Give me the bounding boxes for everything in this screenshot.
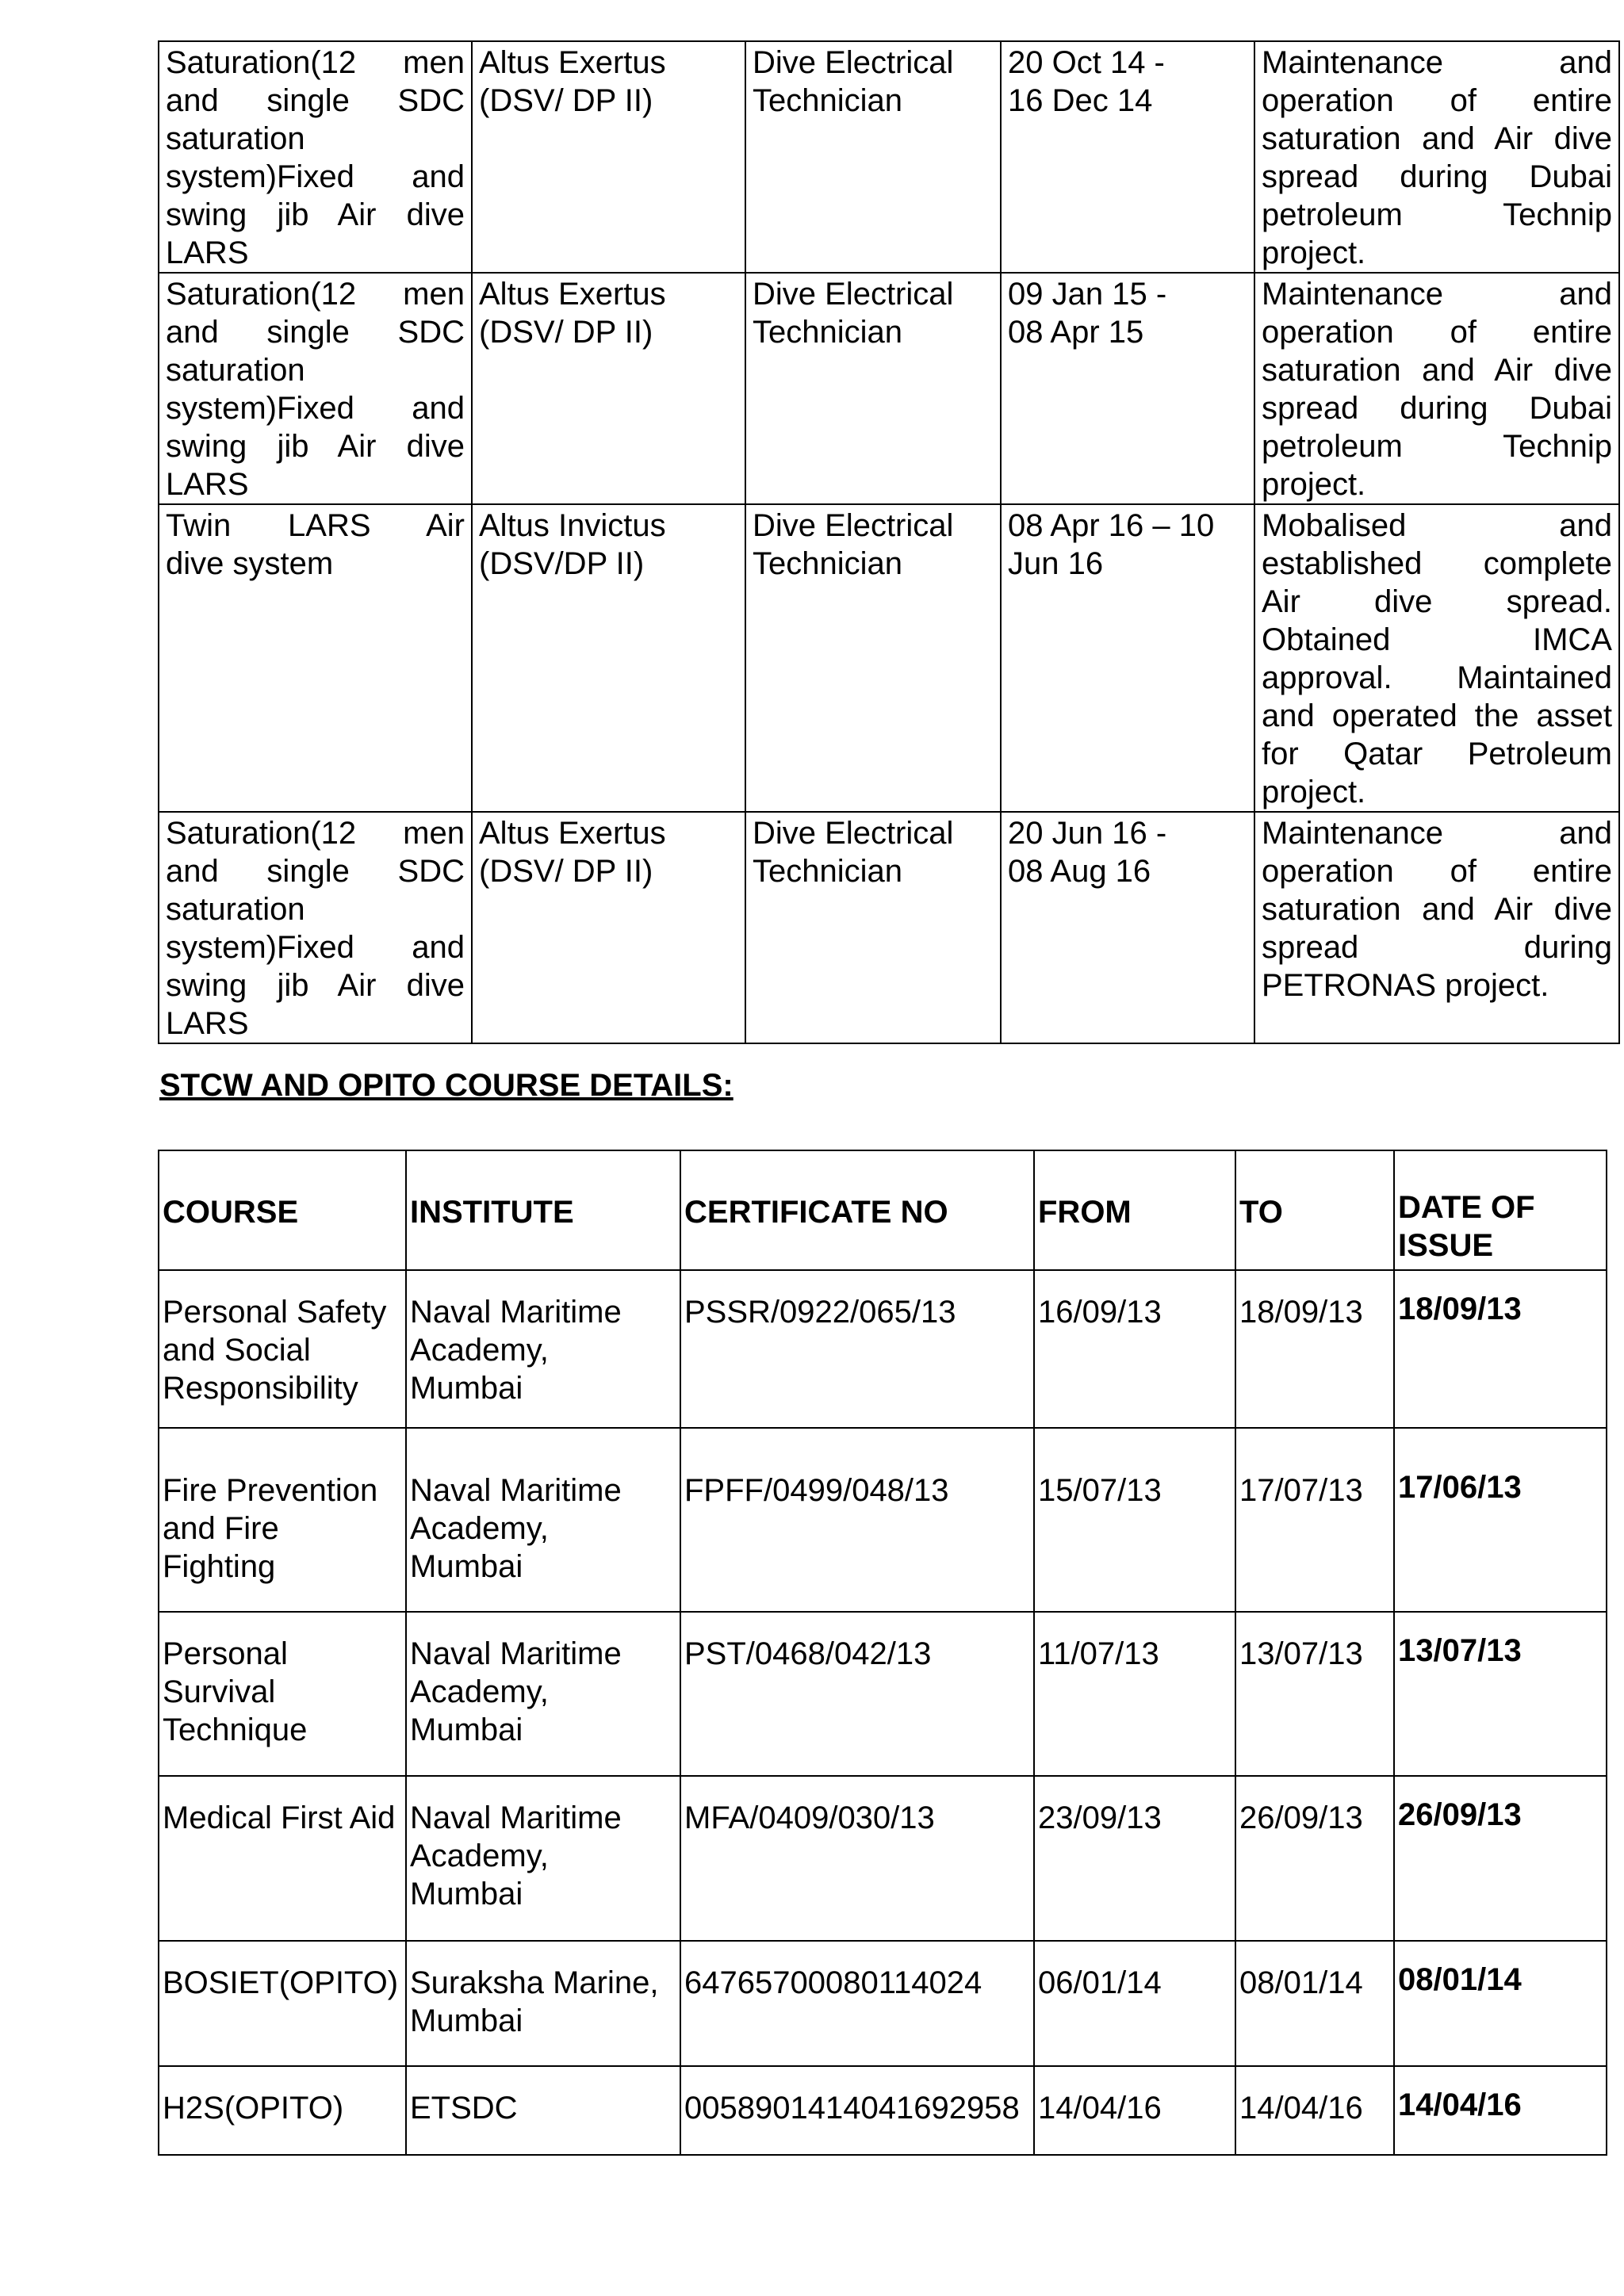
period-cell — [1001, 41, 1254, 273]
from-date-cell: 06/01/14 — [1034, 1941, 1235, 2066]
from-date-cell: 15/07/13 — [1034, 1428, 1235, 1612]
issue-date-cell: 17/06/13 — [1394, 1428, 1607, 1612]
text-line: Altus Exertus — [479, 277, 666, 312]
text-line: system)Fixed and — [166, 930, 465, 965]
vessel-cell — [472, 812, 745, 1043]
text-line: (DSV/ DP II) — [479, 83, 653, 118]
text-line: LARS — [166, 235, 249, 270]
text-line: Mumbai — [410, 1371, 523, 1406]
text-line: 16 Dec 14 — [1008, 83, 1153, 118]
to-date-cell: 13/07/13 — [1235, 1612, 1394, 1776]
text-line: LARS — [166, 467, 249, 502]
text-line: swing jib Air dive — [166, 429, 465, 464]
experience-row — [159, 273, 1619, 504]
text-line: Academy, — [410, 1674, 549, 1709]
text-line: 08 Aug 16 — [1008, 854, 1151, 889]
vessel-cell — [472, 273, 745, 504]
institute-cell — [406, 1776, 680, 1941]
period-cell — [1001, 504, 1254, 812]
course-table — [158, 1150, 1607, 2156]
text-line: Responsibility — [163, 1371, 358, 1406]
period-cell — [1001, 273, 1254, 504]
course-cell — [159, 1270, 406, 1428]
duties-cell — [1254, 273, 1619, 504]
text-line: Mumbai — [410, 1877, 523, 1911]
text-line: dive system — [166, 546, 334, 581]
table-row — [159, 1941, 1607, 2066]
period-cell — [1001, 812, 1254, 1043]
text-line: system)Fixed and — [166, 391, 465, 426]
text-line: Mumbai — [410, 1549, 523, 1584]
text-line: saturation — [166, 892, 305, 927]
text-line: spread during Dubai — [1262, 391, 1612, 426]
text-line: saturation and Air dive — [1262, 353, 1612, 388]
duties-cell — [1254, 504, 1619, 812]
certificate-cell: PST/0468/042/13 — [680, 1612, 1034, 1776]
to-date-cell: 17/07/13 — [1235, 1428, 1394, 1612]
text-line: Academy, — [410, 1511, 549, 1546]
text-line: Medical First Aid — [163, 1800, 396, 1835]
institute-cell — [406, 1270, 680, 1428]
table-row — [159, 1428, 1607, 1612]
text-line: Mumbai — [410, 1712, 523, 1747]
text-line: Academy, — [410, 1333, 549, 1368]
experience-row — [159, 504, 1619, 812]
certificate-cell: PSSR/0922/065/13 — [680, 1270, 1034, 1428]
text-line: operation of entire — [1262, 854, 1612, 889]
text-line: Dive Electrical — [753, 45, 954, 80]
from-date-cell: 16/09/13 — [1034, 1270, 1235, 1428]
text-line: established complete — [1262, 546, 1612, 581]
from-date-cell: 23/09/13 — [1034, 1776, 1235, 1941]
certificate-cell — [680, 2066, 1034, 2155]
text-line: Fighting — [163, 1549, 276, 1584]
text-line: operation of entire — [1262, 315, 1612, 350]
text-line: Technique — [163, 1712, 308, 1747]
text-line: petroleum Technip — [1262, 197, 1612, 232]
experience-row — [159, 41, 1619, 273]
text-line: LARS — [166, 1006, 249, 1041]
position-cell — [745, 41, 1001, 273]
text-line: swing jib Air dive — [166, 197, 465, 232]
dive-system-cell — [159, 41, 472, 273]
institute-cell — [406, 1612, 680, 1776]
to-date-cell: 18/09/13 — [1235, 1270, 1394, 1428]
text-line: BOSIET(OPITO) — [163, 1965, 399, 2000]
column-header-to: TO — [1235, 1150, 1394, 1270]
text-line: Maintenance and — [1262, 45, 1612, 80]
position-cell — [745, 273, 1001, 504]
position-cell — [745, 812, 1001, 1043]
text-line: Suraksha Marine, — [410, 1965, 659, 2000]
table-row — [159, 2066, 1607, 2155]
dive-system-cell — [159, 273, 472, 504]
text-line: Fire Prevention — [163, 1473, 378, 1508]
text-line: ISSUE — [1398, 1227, 1494, 1263]
experience-table — [158, 40, 1620, 1044]
text-line: 08 Apr 15 — [1008, 315, 1144, 350]
certificate-cell: MFA/0409/030/13 — [680, 1776, 1034, 1941]
text-line: Altus Invictus — [479, 508, 666, 543]
issue-date-cell: 13/07/13 — [1394, 1612, 1607, 1776]
text-line: 005890141404169295 — [684, 2091, 1002, 2126]
text-line: Academy, — [410, 1839, 549, 1873]
text-line: DATE OF — [1398, 1189, 1535, 1225]
table-header-row — [159, 1150, 1607, 1270]
text-line: Survival — [163, 1674, 276, 1709]
text-line: Altus Exertus — [479, 45, 666, 80]
text-line: Mobalised and — [1262, 508, 1612, 543]
from-date-cell: 11/07/13 — [1034, 1612, 1235, 1776]
to-date-cell: 08/01/14 — [1235, 1941, 1394, 2066]
text-line: 20 Jun 16 - — [1008, 816, 1167, 851]
text-line: Naval Maritime — [410, 1473, 622, 1508]
text-line: and Social — [163, 1333, 311, 1368]
position-cell — [745, 504, 1001, 812]
course-cell — [159, 1941, 406, 2066]
text-line: 08 Apr 16 – 10 — [1008, 508, 1215, 543]
text-line: and operated the asset — [1262, 698, 1612, 733]
text-line: (DSV/ DP II) — [479, 854, 653, 889]
text-line: PETRONAS project. — [1262, 968, 1549, 1003]
duties-cell — [1254, 41, 1619, 273]
text-line: Obtained IMCA — [1262, 622, 1612, 657]
text-line: Dive Electrical — [753, 508, 954, 543]
text-line: Naval Maritime — [410, 1800, 622, 1835]
institute-cell — [406, 1428, 680, 1612]
issue-date-cell: 26/09/13 — [1394, 1776, 1607, 1941]
table-row — [159, 1612, 1607, 1776]
text-line: 09 Jan 15 - — [1008, 277, 1167, 312]
text-line: project. — [1262, 235, 1366, 270]
column-header-course: COURSE — [159, 1150, 406, 1270]
text-line: saturation and Air dive — [1262, 121, 1612, 156]
text-line: and single SDC — [166, 315, 465, 350]
text-line: 8 — [1002, 2091, 1020, 2126]
column-header-certificate: CERTIFICATE NO — [680, 1150, 1034, 1270]
text-line: spread during — [1262, 930, 1612, 965]
issue-date-cell: 14/04/16 — [1394, 2066, 1607, 2155]
institute-cell — [406, 2066, 680, 2155]
certificate-cell: 64765700080114024 — [680, 1941, 1034, 2066]
vessel-cell — [472, 41, 745, 273]
experience-row — [159, 812, 1619, 1043]
dive-system-cell — [159, 812, 472, 1043]
text-line: spread during Dubai — [1262, 159, 1612, 194]
text-line: Technician — [753, 83, 903, 118]
text-line: saturation — [166, 353, 305, 388]
text-line: for Qatar Petroleum — [1262, 737, 1612, 771]
text-line: project. — [1262, 467, 1366, 502]
text-line: operation of entire — [1262, 83, 1612, 118]
text-line: ETSDC — [410, 2091, 518, 2126]
vessel-cell — [472, 504, 745, 812]
course-cell — [159, 1776, 406, 1941]
course-cell — [159, 1428, 406, 1612]
text-line: and single SDC — [166, 854, 465, 889]
text-line: Naval Maritime — [410, 1636, 622, 1671]
duties-cell — [1254, 812, 1619, 1043]
text-line: Dive Electrical — [753, 277, 954, 312]
text-line: Maintenance and — [1262, 816, 1612, 851]
text-line: and Fire — [163, 1511, 279, 1546]
text-line: 20 Oct 14 - — [1008, 45, 1165, 80]
dive-system-cell — [159, 504, 472, 812]
text-line: petroleum Technip — [1262, 429, 1612, 464]
text-line: Saturation(12 men — [166, 45, 465, 80]
text-line: Altus Exertus — [479, 816, 666, 851]
text-line: Technician — [753, 546, 903, 581]
text-line: H2S(OPITO) — [163, 2091, 344, 2126]
issue-date-cell: 08/01/14 — [1394, 1941, 1607, 2066]
text-line: Technician — [753, 315, 903, 350]
text-line: saturation and Air dive — [1262, 892, 1612, 927]
course-cell — [159, 2066, 406, 2155]
institute-cell — [406, 1941, 680, 2066]
text-line: Twin LARS Air — [166, 508, 465, 543]
column-header-date-of-issue — [1394, 1150, 1607, 1270]
text-line: Saturation(12 men — [166, 816, 465, 851]
text-line: system)Fixed and — [166, 159, 465, 194]
text-line: swing jib Air dive — [166, 968, 465, 1003]
text-line: (DSV/ DP II) — [479, 315, 653, 350]
text-line: approval. Maintained — [1262, 660, 1612, 695]
table-row — [159, 1776, 1607, 1941]
from-date-cell: 14/04/16 — [1034, 2066, 1235, 2155]
text-line: (DSV/DP II) — [479, 546, 645, 581]
text-line: Naval Maritime — [410, 1295, 622, 1330]
issue-date-cell: 18/09/13 — [1394, 1270, 1607, 1428]
text-line: Technician — [753, 854, 903, 889]
text-line: Air dive spread. — [1262, 584, 1612, 619]
text-line: Maintenance and — [1262, 277, 1612, 312]
to-date-cell: 14/04/16 — [1235, 2066, 1394, 2155]
certificate-cell: FPFF/0499/048/13 — [680, 1428, 1034, 1612]
text-line: saturation — [166, 121, 305, 156]
table-row — [159, 1270, 1607, 1428]
to-date-cell: 26/09/13 — [1235, 1776, 1394, 1941]
section-title: STCW AND OPITO COURSE DETAILS: — [159, 1068, 733, 1103]
text-line: Mumbai — [410, 2003, 523, 2038]
column-header-institute: INSTITUTE — [406, 1150, 680, 1270]
course-cell — [159, 1612, 406, 1776]
text-line: and single SDC — [166, 83, 465, 118]
text-line: Personal Safety — [163, 1295, 387, 1330]
column-header-from: FROM — [1034, 1150, 1235, 1270]
text-line: Saturation(12 men — [166, 277, 465, 312]
text-line: project. — [1262, 775, 1366, 809]
text-line: Dive Electrical — [753, 816, 954, 851]
text-line: Jun 16 — [1008, 546, 1104, 581]
text-line: Personal — [163, 1636, 288, 1671]
